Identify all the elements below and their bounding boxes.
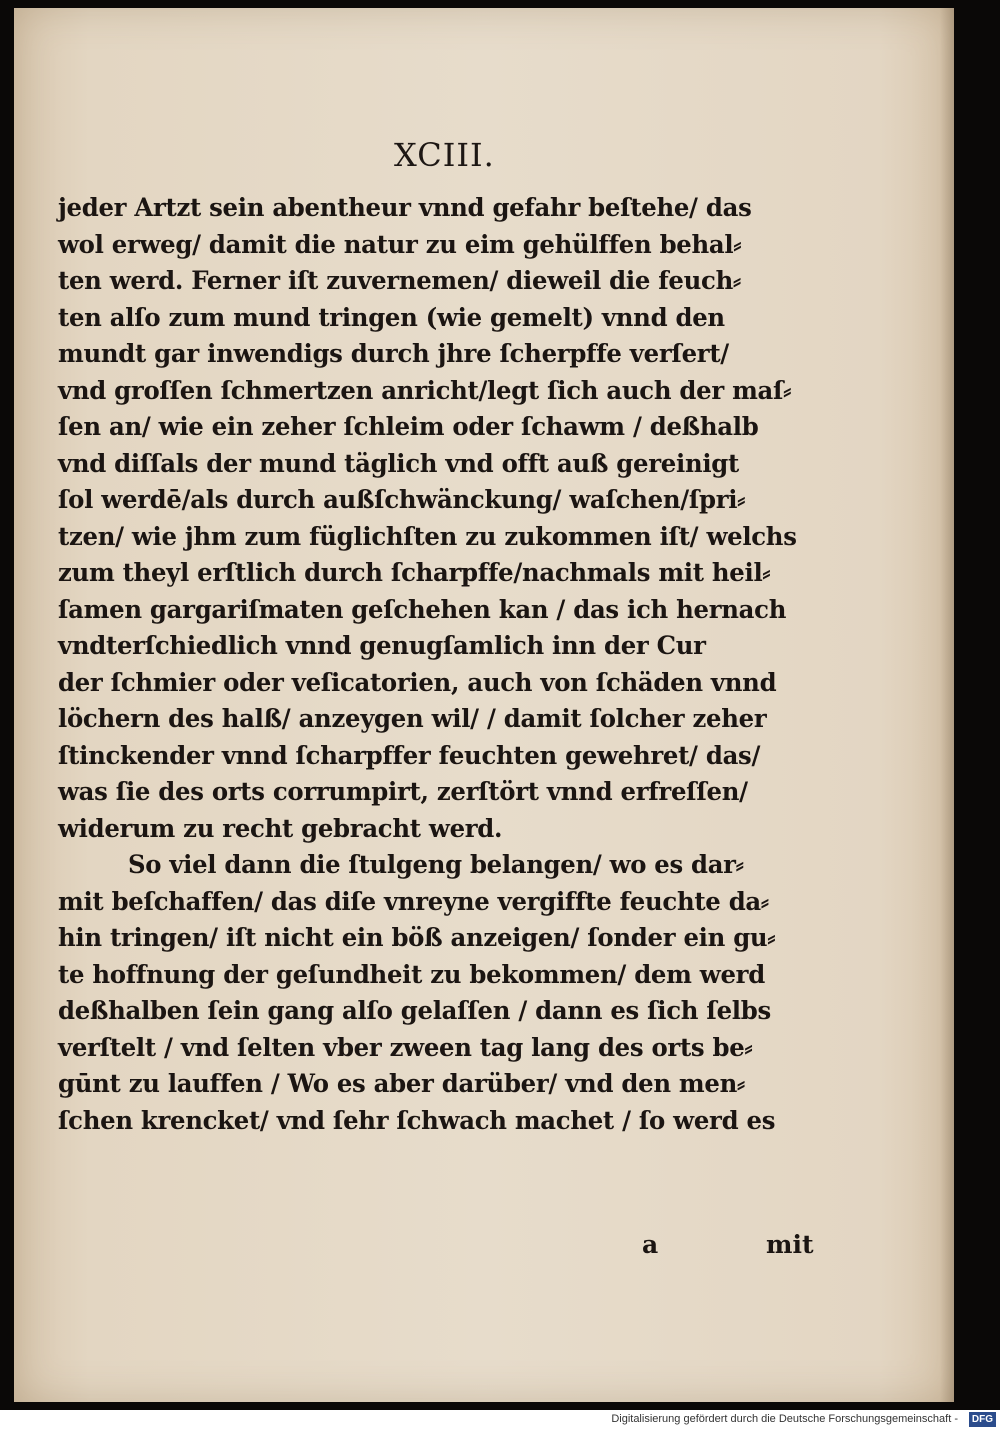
catchword: mit bbox=[766, 1230, 814, 1259]
text-line: vndterſchiedlich vnnd genugſamlich inn der Cur bbox=[58, 631, 706, 660]
text-line: mundt gar inwendigs durch jhre ſcherpffe verſert/ bbox=[58, 339, 729, 368]
text-line: zum theyl erſtlich durch ſcharpffe/nachmals mit heil⸗ bbox=[58, 558, 771, 587]
page-footer-marks bbox=[14, 1230, 974, 1266]
text-line: ſol werdē/als durch außſchwänckung/ waſchen/ſpri⸗ bbox=[58, 485, 746, 514]
text-line: ſtinckender vnnd ſcharpffer feuchten gewehret/ das/ bbox=[58, 740, 761, 770]
dfg-logo[interactable]: DFG bbox=[969, 1412, 996, 1427]
body-text bbox=[58, 190, 838, 1139]
text-line: tzen/ wie jhm zum füglichſten zu zukommen iſt/ welchs bbox=[58, 521, 797, 551]
paragraph-start-line: So viel dann die ſtulgeng belangen/ wo es dar⸗ bbox=[128, 850, 744, 879]
text-line: ſamen gargariſmaten geſchehen kan / das ich hernach bbox=[58, 594, 787, 624]
text-line: deßhalben ſein gang alſo gelaſſen / dann es ſich ſelbs bbox=[58, 996, 771, 1025]
text-line: te hoffnung der geſundheit zu bekommen/ dem werd bbox=[58, 959, 765, 989]
text-line: jeder Artzt sein abentheur vnnd gefahr beſtehe/ das bbox=[58, 193, 752, 222]
text-line: gūnt zu lauffen / Wo es aber darüber/ vnd den men⸗ bbox=[58, 1069, 745, 1098]
folio-number: XCIII. bbox=[394, 136, 495, 174]
text-line: ten alſo zum mund tringen (wie gemelt) vnnd den bbox=[58, 302, 725, 332]
text-line: ten werd. Ferner iſt zuvernemen/ dieweil die feuch⸗ bbox=[58, 266, 741, 295]
text-line: löchern des halß/ anzeygen wil/ / damit ſolcher zeher bbox=[58, 704, 767, 733]
text-line: der ſchmier oder veſicatorien, auch von ſchäden vnnd bbox=[58, 667, 777, 697]
digitization-footer bbox=[0, 1410, 1000, 1430]
text-line: wol erweg/ damit die natur zu eim gehülffen behal⸗ bbox=[58, 229, 742, 259]
text-line: was ſie des orts corrumpirt, zerſtört vnnd erfreſſen/ bbox=[58, 777, 748, 806]
text-line: vnd groſſen ſchmertzen anricht/legt ſich auch der maſ⸗ bbox=[58, 375, 792, 405]
book-page bbox=[14, 8, 954, 1402]
text-line: mit beſchaffen/ das diſe vnreyne vergiffte feuchte da⸗ bbox=[58, 886, 769, 916]
funding-credit: Digitalisierung gefördert durch die Deutsche Forschungsgemeinschaft - bbox=[611, 1413, 958, 1425]
text-line: verſtelt / vnd ſelten vber zween tag lang des orts be⸗ bbox=[58, 1032, 753, 1062]
text-line: vnd diſſals der mund täglich vnd offt auß gereinigt bbox=[58, 448, 740, 478]
text-line: ſchen krencket/ vnd ſehr ſchwach machet / ſo werd es bbox=[58, 1105, 776, 1135]
signature-mark: a bbox=[642, 1230, 659, 1259]
text-line: ſen an/ wie ein zeher ſchleim oder ſchawm / deßhalb bbox=[58, 412, 759, 441]
text-line: hin tringen/ iſt nicht ein böß anzeigen/ ſonder ein gu⸗ bbox=[58, 923, 776, 952]
text-line: widerum zu recht gebracht werd. bbox=[58, 813, 503, 843]
